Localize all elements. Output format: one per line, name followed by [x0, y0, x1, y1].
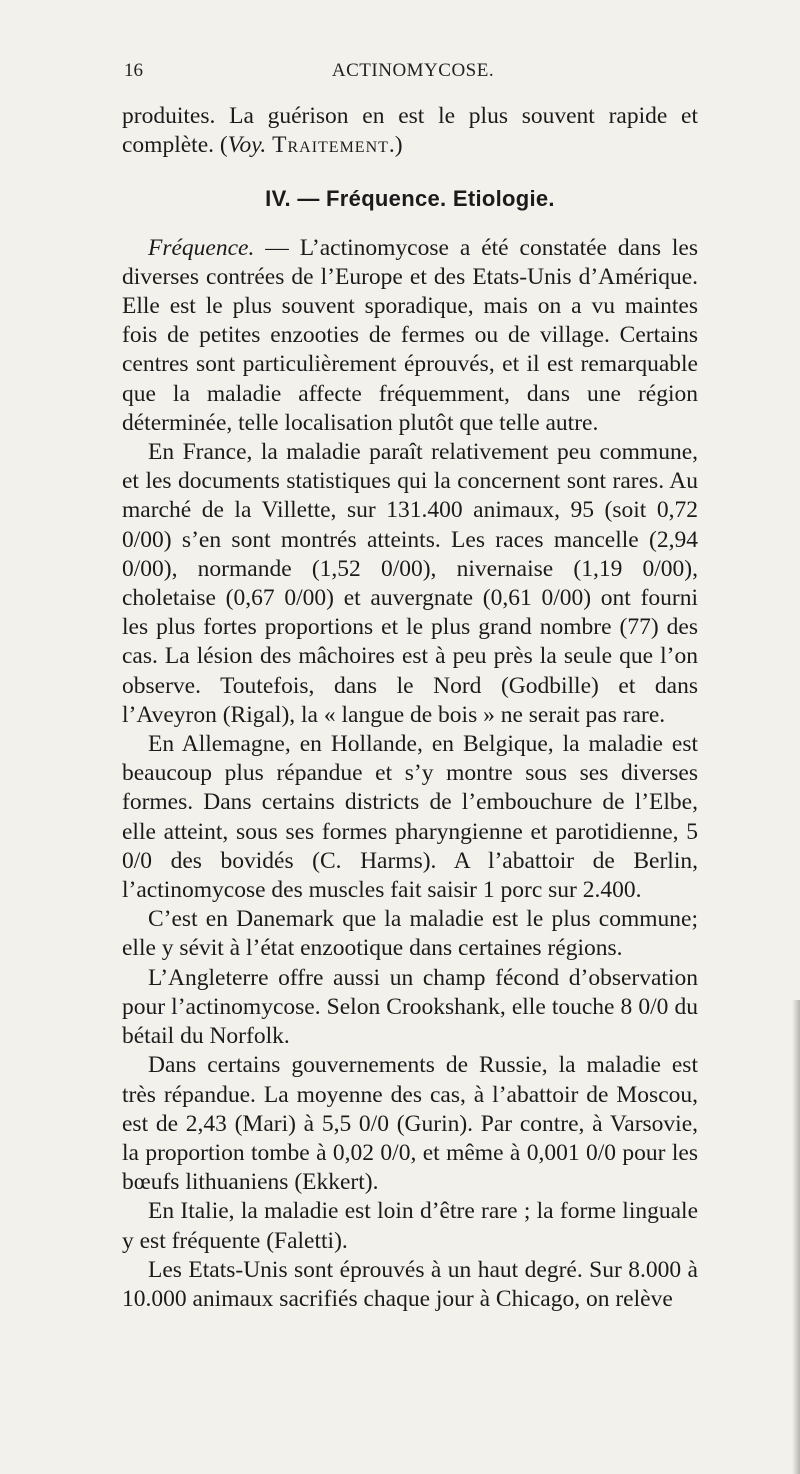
frequence-text: — L’actinomycose a été constatée dans les diverses contrées de l’Europe et des Etats-Unis d’Amérique. Elle est le plus souvent sporadique, mais on a vu maintes fois de petites enzooties de fermes ou de village. Certains centres sont particulièrement éprouvés, et il est remarquable que la maladie affecte fréquemment, dans une région déterminée, telle localisation plutôt que telle autre. — [122, 234, 698, 436]
ref-target: Traitement — [272, 132, 389, 159]
intro-paragraph — [122, 102, 698, 160]
page-body — [122, 102, 698, 1314]
ref-close: .) — [388, 132, 403, 159]
ref-voy: Voy. — [227, 132, 267, 159]
page-edge-shadow — [792, 1000, 800, 1474]
paragraph-france: En France, la maladie paraît relativement peu commune, et les documents statistiques qui la concernent sont rares. Au marché de la Villette, sur 131.400 animaux, 95 (soit 0,72 0/00) s’en sont montrés atteints. Les races mancelle (2,94 0/00), normande (1,52 0/00), nivernaise (1,19 0/00), choletaise (0,67 0/00) et auvergnate (0,61 0/00) ont fourni les plus fortes proportions et le plus grand nombre (77) des cas. La lésion des mâchoires est à peu près la seule que l’on observe. Toutefois, dans le Nord (Godbille) et dans l’Aveyron (Rigal), la « langue de bois » ne serait pas rare. — [122, 439, 698, 728]
page-number: 16 — [124, 60, 143, 81]
frequence-paragraph — [122, 234, 698, 438]
paragraph-angleterre: L’Angleterre offre aussi un champ fécond d’observation pour l’actinomycose. Selon Crookshank, elle touche 8 0/0 du bétail du Norfolk. — [122, 964, 698, 1050]
paragraph-russie: Dans certains gouvernements de Russie, la maladie est très répandue. La moyenne des cas, à l’abattoir de Moscou, est de 2,43 (Mari) à 5,5 0/0 (Gurin). Par contre, à Varsovie, la proportion tombe à 0,02 0/0, et même à 0,001 0/0 pour les bœufs lithuaniens (Ekkert). — [122, 1052, 698, 1196]
running-title: ACTINOMYCOSE. — [331, 60, 495, 81]
section-heading: IV. — Fréquence. Etiologie. — [265, 186, 555, 212]
paragraph-allemagne: En Allemagne, en Hollande, en Belgique, la maladie est beaucoup plus répandue et s’y montre sous ses diverses formes. Dans certains districts de l’embouchure de l’Elbe, elle atteint, sous ses formes pharyngienne et parotidienne, 5 0/0 des bovidés (C. Harms). A l’abattoir de Berlin, l’actinomycose des muscles fait saisir 1 porc sur 2.400. — [122, 731, 698, 904]
intro-text: produites. La guérison en est le plus souvent rapide et complète. ( — [122, 103, 698, 159]
paragraph-etats-unis: Les Etats-Unis sont éprouvés à un haut degré. Sur 8.000 à 10.000 animaux sacrifiés chaque jour à Chicago, on relève — [122, 1256, 698, 1312]
paragraph-italie: En Italie, la maladie est loin d’être rare ; la forme linguale y est fréquente (Faletti). — [122, 1198, 698, 1254]
page-header — [124, 60, 702, 90]
paragraph-danemark: C’est en Danemark que la maladie est le plus commune; elle y sévit à l’état enzootique dans certaines régions. — [122, 906, 698, 962]
frequence-label: Fréquence. — [148, 234, 255, 261]
